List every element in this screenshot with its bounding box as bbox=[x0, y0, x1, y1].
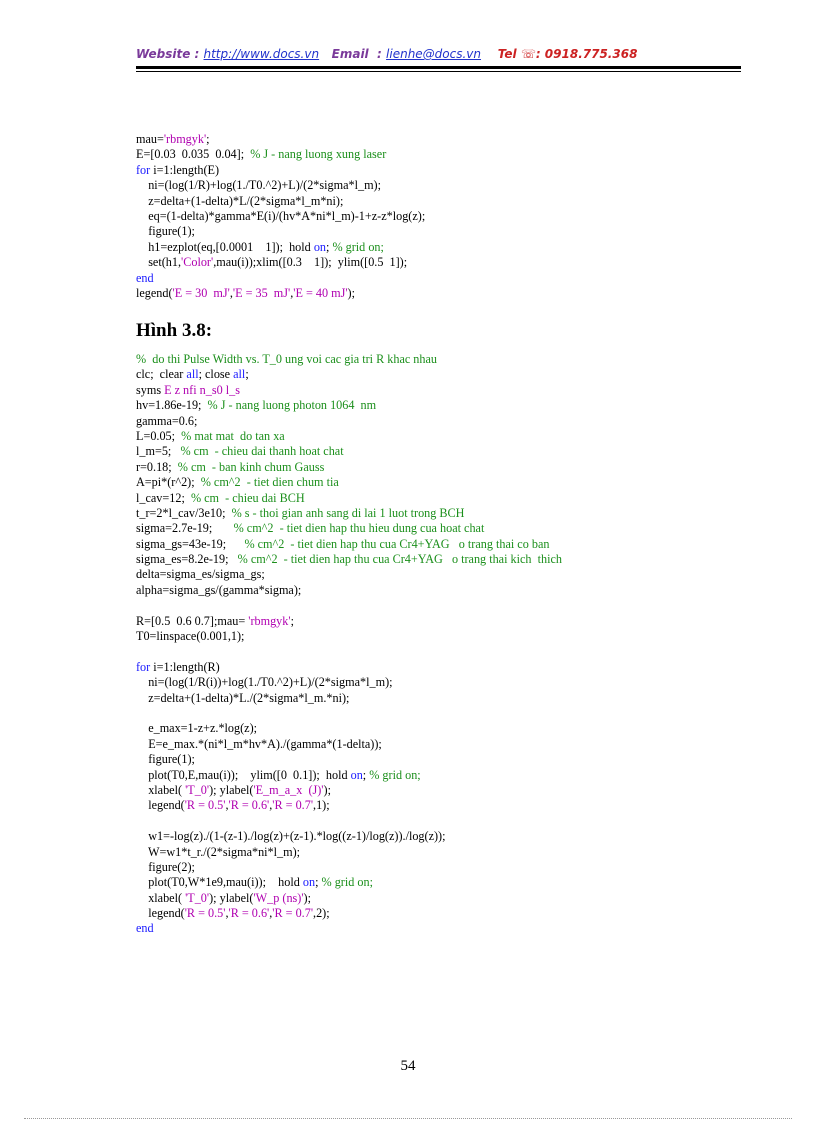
code-string: 'R = 0.5' bbox=[184, 906, 226, 921]
code-line bbox=[136, 721, 736, 736]
code-line bbox=[136, 209, 736, 224]
code-line bbox=[136, 567, 736, 582]
code-keyword: for bbox=[136, 162, 154, 177]
code-text: delta=sigma_es/sigma_gs; bbox=[136, 567, 265, 582]
code-string: 'R = 0.6' bbox=[228, 906, 270, 921]
code-text: W=w1*t_r./(2*sigma*ni*l_m); bbox=[136, 844, 301, 859]
code-text: ; bbox=[290, 613, 294, 628]
code-string: 'R = 0.7' bbox=[272, 906, 314, 921]
code-line bbox=[136, 367, 736, 382]
code-text: , bbox=[225, 906, 229, 921]
email-label: Email bbox=[331, 47, 369, 61]
code-line bbox=[136, 240, 736, 255]
code-text: L=0.05; bbox=[136, 428, 182, 443]
code-text: hv=1.86e-19; bbox=[136, 398, 208, 413]
code-line bbox=[136, 429, 736, 444]
code-line bbox=[136, 552, 736, 567]
code-text: legend( bbox=[136, 798, 185, 813]
code-string: 'R = 0.6' bbox=[228, 798, 270, 813]
code-text: figure(1); bbox=[136, 224, 195, 239]
header-rule-thick bbox=[136, 66, 741, 69]
code-text: w1=-log(z)./(1-(z-1)./log(z)+(z-1).*log((z-1)/log(z))./log(z)); bbox=[136, 829, 446, 844]
code-comment: % grid on; bbox=[321, 875, 373, 890]
header-rule-thin bbox=[136, 71, 741, 72]
code-line bbox=[136, 875, 736, 890]
code-comment: % J - nang luong photon 1064 nm bbox=[207, 398, 377, 413]
code-comment: % mat mat do tan xa bbox=[181, 428, 285, 443]
code-line bbox=[136, 224, 736, 239]
code-text: ); bbox=[323, 782, 331, 797]
tel-value: : 0918.775.368 bbox=[535, 47, 638, 61]
code-line bbox=[136, 921, 736, 936]
code-line bbox=[136, 475, 736, 490]
code-keyword: end bbox=[136, 270, 154, 285]
code-text: legend( bbox=[136, 906, 185, 921]
code-comment: % cm^2 - tiet dien hap thu hieu dung cua hoat chat bbox=[233, 521, 485, 536]
code-text: ); ylabel( bbox=[209, 782, 254, 797]
code-line bbox=[136, 768, 736, 783]
code-line bbox=[136, 414, 736, 429]
code-keyword: all bbox=[186, 367, 199, 382]
code-line bbox=[136, 255, 736, 270]
code-text: ni=(log(1/R)+log(1./T0.^2)+L)/(2*sigma*l_m); bbox=[136, 178, 382, 193]
code-comment: % do thi Pulse Width vs. T_0 ung voi cac gia tri R khac nhau bbox=[136, 352, 437, 366]
code-text: ); ylabel( bbox=[209, 890, 254, 905]
code-comment: % s - thoi gian anh sang di lai 1 luot trong BCH bbox=[231, 505, 465, 520]
code-string: 'rbmgyk' bbox=[163, 132, 207, 146]
code-text: ,1); bbox=[313, 798, 330, 813]
code-string: 'E = 40 mJ' bbox=[293, 285, 348, 300]
code-text: set(h1, bbox=[136, 255, 182, 270]
code-line bbox=[136, 506, 736, 521]
code-string: 'R = 0.5' bbox=[184, 798, 226, 813]
code-line bbox=[136, 178, 736, 193]
code-text: i=1:length(E) bbox=[153, 162, 220, 177]
code-string: 'Color' bbox=[181, 255, 214, 270]
code-text: t_r=2*l_cav/3e10; bbox=[136, 505, 232, 520]
code-text: ,2); bbox=[313, 906, 330, 921]
code-text: h1=ezplot(eq,[0.0001 1]); hold bbox=[136, 239, 314, 254]
tel-label: Tel bbox=[497, 47, 517, 61]
section-heading: Hình 3.8: bbox=[136, 320, 213, 341]
code-string: 'T_0' bbox=[185, 890, 210, 905]
code-line bbox=[136, 691, 736, 706]
code-text: ); bbox=[303, 890, 311, 905]
code-text: xlabel( bbox=[136, 890, 186, 905]
code-line bbox=[136, 521, 736, 536]
code-text: A=pi*(r^2); bbox=[136, 475, 201, 490]
code-string: E z nfi n_s0 l_s bbox=[164, 382, 240, 397]
code-text: ; bbox=[326, 239, 333, 254]
code-text: sigma_gs=43e-19; bbox=[136, 536, 245, 551]
code-line bbox=[136, 614, 736, 629]
code-line bbox=[136, 491, 736, 506]
code-text: ; close bbox=[198, 367, 234, 382]
code-comment: % grid on; bbox=[332, 239, 384, 254]
code-text: ); bbox=[347, 285, 355, 300]
email-link[interactable]: lienhe@docs.vn bbox=[386, 47, 482, 61]
code-line bbox=[136, 675, 736, 690]
code-text: sigma_es=8.2e-19; bbox=[136, 552, 238, 567]
footer-divider bbox=[24, 1118, 792, 1119]
code-line bbox=[136, 194, 736, 209]
code-line bbox=[136, 752, 736, 767]
code-block-1 bbox=[136, 132, 736, 301]
code-string: 'T_0' bbox=[185, 782, 210, 797]
code-text: ; bbox=[245, 367, 249, 382]
code-line bbox=[136, 829, 736, 844]
code-text: , bbox=[290, 285, 294, 300]
code-text: mau= bbox=[136, 132, 164, 146]
code-line bbox=[136, 906, 736, 921]
code-text: ; bbox=[362, 767, 370, 782]
code-line bbox=[136, 845, 736, 860]
code-keyword: end bbox=[136, 921, 154, 936]
code-text: legend( bbox=[136, 285, 173, 300]
code-string: 'rbmgyk' bbox=[248, 613, 291, 628]
code-line bbox=[136, 460, 736, 475]
website-label: Website : bbox=[136, 47, 200, 61]
code-comment: % J - nang luong xung laser bbox=[250, 147, 387, 162]
code-line bbox=[136, 286, 736, 301]
code-keyword: on bbox=[302, 875, 316, 890]
code-comment: % cm^2 - tiet dien hap thu cua Cr4+YAG o trang thai kich thich bbox=[237, 552, 562, 567]
code-text: e_max=1-z+z.*log(z); bbox=[136, 721, 258, 736]
code-comment: % cm - chieu dai thanh hoat chat bbox=[180, 444, 344, 459]
code-line bbox=[136, 798, 736, 813]
code-string: 'R = 0.7' bbox=[272, 798, 314, 813]
code-line bbox=[136, 660, 736, 675]
code-text: T0=linspace(0.001,1); bbox=[136, 629, 245, 644]
code-text: , bbox=[225, 798, 229, 813]
code-line bbox=[136, 537, 736, 552]
code-line bbox=[136, 147, 736, 162]
page-number: 54 bbox=[400, 1058, 416, 1074]
email-separator: : bbox=[377, 47, 382, 61]
code-keyword: on bbox=[350, 767, 363, 782]
code-line bbox=[136, 398, 736, 413]
code-comment: % grid on; bbox=[369, 767, 421, 782]
code-line bbox=[136, 783, 736, 798]
code-comment: % cm - ban kinh chum Gauss bbox=[177, 459, 325, 474]
code-keyword: all bbox=[233, 367, 246, 382]
code-text: R=[0.5 0.6 0.7];mau= bbox=[136, 613, 249, 628]
code-text: xlabel( bbox=[136, 782, 186, 797]
code-text: syms bbox=[136, 382, 165, 397]
code-line bbox=[136, 163, 736, 178]
code-block-2 bbox=[136, 352, 736, 937]
code-line bbox=[136, 891, 736, 906]
code-line bbox=[136, 737, 736, 752]
code-text: l_cav=12; bbox=[136, 490, 191, 505]
code-keyword: for bbox=[136, 659, 154, 674]
code-string: 'E = 35 mJ' bbox=[232, 285, 291, 300]
code-text: , bbox=[269, 798, 273, 813]
code-text: gamma=0.6; bbox=[136, 413, 198, 428]
code-text: z=delta+(1-delta)*L/(2*sigma*l_m*ni); bbox=[136, 193, 344, 208]
code-line bbox=[136, 814, 736, 829]
code-text: figure(2); bbox=[136, 859, 195, 874]
code-line bbox=[136, 644, 736, 659]
code-text: ,mau(i));xlim([0.3 1]); ylim([0.5 1]); bbox=[213, 255, 408, 270]
code-text: clc; clear bbox=[136, 367, 187, 382]
phone-icon: ☏ bbox=[520, 47, 536, 61]
code-text: ni=(log(1/R(i))+log(1./T0.^2)+L)/(2*sigma*l_m); bbox=[136, 675, 393, 690]
code-text: ; bbox=[206, 132, 210, 146]
code-comment: % cm^2 - tiet dien hap thu cua Cr4+YAG o trang thai co ban bbox=[244, 536, 550, 551]
code-text: z=delta+(1-delta)*L./(2*sigma*l_m.*ni); bbox=[136, 690, 350, 705]
code-text: eq=(1-delta)*gamma*E(i)/(hv*A*ni*l_m)-1+z-z*log(z); bbox=[136, 208, 426, 223]
code-string: 'E = 30 mJ' bbox=[172, 285, 230, 300]
code-text: E=e_max.*(ni*l_m*hv*A)./(gamma*(1-delta)); bbox=[136, 736, 382, 751]
code-string: 'W_p (ns)' bbox=[253, 890, 304, 905]
code-line bbox=[136, 444, 736, 459]
code-line bbox=[136, 860, 736, 875]
code-line bbox=[136, 629, 736, 644]
website-link[interactable]: http://www.docs.vn bbox=[203, 47, 320, 61]
code-text: alpha=sigma_gs/(gamma*sigma); bbox=[136, 582, 302, 597]
code-line bbox=[136, 598, 736, 613]
code-text: , bbox=[269, 906, 273, 921]
code-line bbox=[136, 352, 736, 367]
page-header bbox=[136, 47, 741, 61]
code-line bbox=[136, 383, 736, 398]
code-text: plot(T0,W*1e9,mau(i)); hold bbox=[136, 875, 303, 890]
code-comment: % cm - chieu dai BCH bbox=[190, 490, 305, 505]
code-line bbox=[136, 132, 736, 147]
code-string: 'E_m_a_x (J)' bbox=[253, 782, 324, 797]
code-line bbox=[136, 706, 736, 721]
code-text: l_m=5; bbox=[136, 444, 181, 459]
code-text: i=1:length(R) bbox=[153, 659, 220, 674]
code-text: ; bbox=[315, 875, 322, 890]
code-text: sigma=2.7e-19; bbox=[136, 521, 234, 536]
code-keyword: on bbox=[313, 239, 326, 254]
code-text: r=0.18; bbox=[136, 459, 178, 474]
code-text: E=[0.03 0.035 0.04]; bbox=[136, 147, 251, 162]
code-line bbox=[136, 583, 736, 598]
code-text: plot(T0,E,mau(i)); ylim([0 0.1]); hold bbox=[136, 767, 351, 782]
code-text: figure(1); bbox=[136, 752, 195, 767]
code-line bbox=[136, 271, 736, 286]
code-text: , bbox=[229, 285, 233, 300]
code-comment: % cm^2 - tiet dien chum tia bbox=[200, 475, 339, 490]
